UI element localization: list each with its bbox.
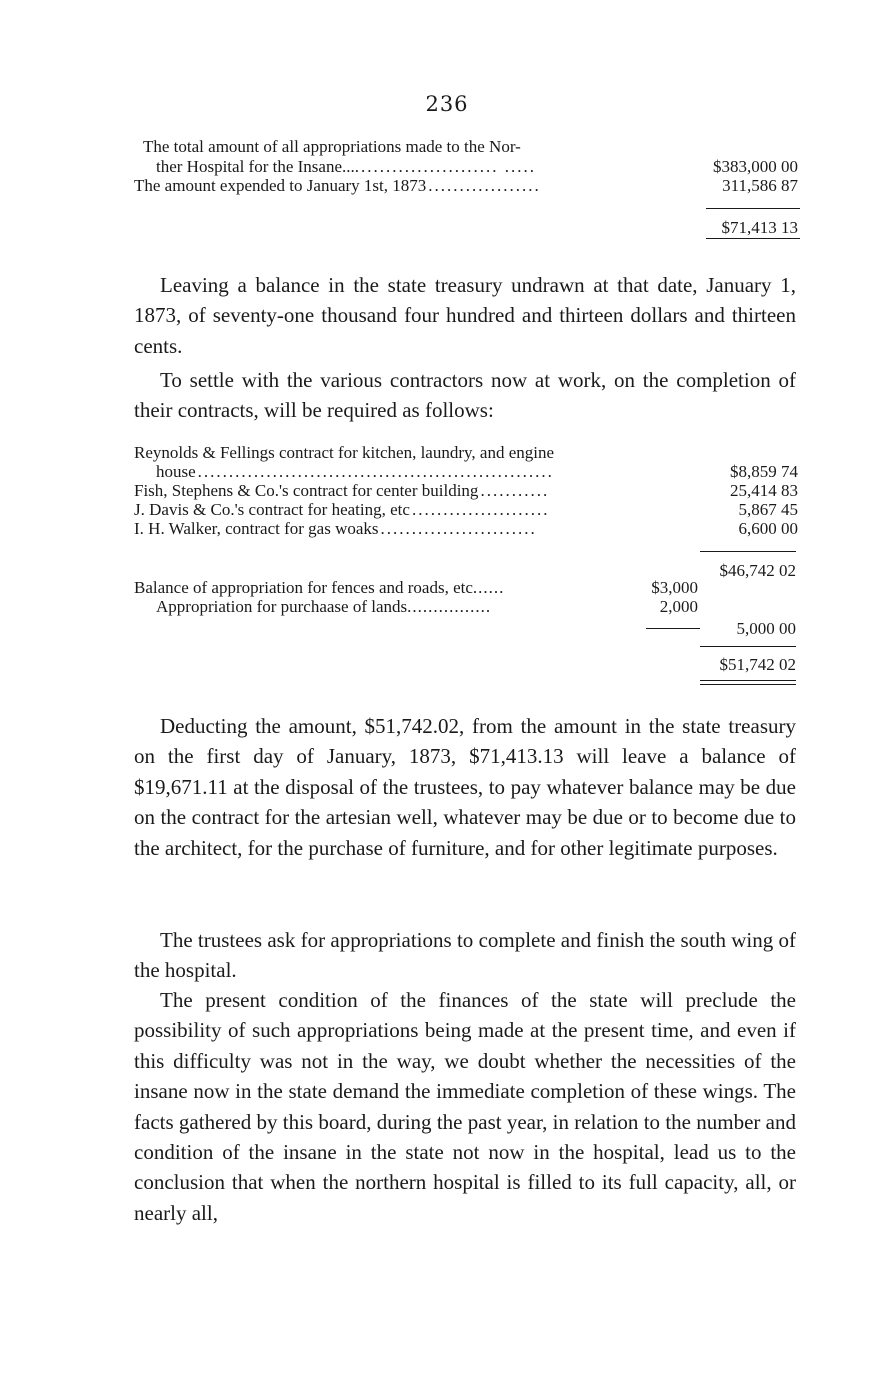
summary-balance-amount: $71,413 13 (721, 218, 798, 237)
sum-rule (700, 684, 796, 685)
contract-amount: 25,414 83 (730, 481, 798, 500)
sum-rule (700, 551, 796, 552)
sum-rule (700, 646, 796, 647)
contract-label: house (156, 462, 196, 481)
paragraph-balance: Leaving a balance in the state treasury undrawn at that date, January 1, 1873, of seventy-one thousand four hundred and thirteen dollars and thirteen cents. (134, 273, 796, 358)
contracts-subtotal: $46,742 02 (719, 561, 796, 580)
contract-label: Fish, Stephens & Co.'s contract for center building (134, 481, 479, 500)
sum-rule (706, 208, 800, 209)
leader-dots: ...... (472, 578, 505, 597)
paragraph-contractors: To settle with the various contractors now at work, on the completion of their contracts, will be required as follows: (134, 368, 796, 423)
summary-row-amount: 311,586 87 (722, 176, 798, 195)
contracts-grand-total: $51,742 02 (719, 655, 796, 674)
other-item-amount: $3,000 (651, 578, 698, 597)
sum-rule (706, 238, 800, 239)
paragraph-deducting: Deducting the amount, $51,742.02, from the amount in the state treasury on the first day of January, 1873, $71,413.13 will leave a balance of $19,671.11 at the disposal of the trustees, to pay whatever balance may be due on the contract for the artesian well, whatever may be due or to become due to the architect, for the purchase of furniture, and for other legitimate purposes. (134, 714, 796, 860)
other-item-row (156, 597, 698, 616)
summary-row-appropriations (134, 157, 798, 176)
leader-dots: ......................... (380, 519, 537, 538)
contract-intro-line: Reynolds & Fellings contract for kitchen, laundry, and engine (134, 443, 555, 462)
contract-row (134, 500, 798, 519)
contract-row (134, 462, 798, 481)
summary-row-expended (134, 176, 798, 195)
leader-dots: .................. (428, 176, 541, 195)
leader-dots: ........... (480, 481, 550, 500)
sum-rule (700, 680, 796, 681)
contract-amount: 6,600 00 (738, 519, 798, 538)
other-item-label: Appropriation for purchaase of lands (156, 597, 408, 616)
paragraph-trustees-ask: The trustees ask for appropriations to complete and finish the south wing of the hospital. (134, 928, 796, 983)
contract-label: I. H. Walker, contract for gas woaks (134, 519, 379, 538)
other-items-total: 5,000 00 (736, 619, 796, 638)
leader-dots: ...................... (411, 500, 550, 519)
contract-amount: 5,867 45 (738, 500, 798, 519)
leader-dots: ......................................................... (197, 462, 554, 481)
other-item-row (134, 578, 698, 597)
other-item-amount: 2,000 (659, 597, 698, 616)
contract-row (134, 481, 798, 500)
leader-dots: ...................... ..... (361, 157, 536, 176)
contract-amount: $8,859 74 (730, 462, 798, 481)
sum-rule (646, 628, 700, 629)
summary-row-label: ther Hospital for the Insane.... (156, 157, 359, 176)
contract-row (134, 519, 798, 538)
leader-dots: ................ (407, 597, 492, 616)
summary-line-1: The total amount of all appropriations made to the Nor- (143, 137, 521, 156)
contract-label: J. Davis & Co.'s contract for heating, etc (134, 500, 410, 519)
summary-row-amount: $383,000 00 (713, 157, 798, 176)
paragraph-finances: The present condition of the finances of the state will preclude the possibility of such appropriations being made at the present time, and even if this difficulty was not in the way, we doubt whether the necessities of the insane now in the state demand the immediate completion of these wings. The facts gathered by this board, during the past year, in relation to the number and condition of the insane in the state not now in the hospital, lead us to the conclusion that when the northern hospital is filled to its full capacity, all, or nearly all, (134, 988, 796, 1225)
summary-row-label: The amount expended to January 1st, 1873 (134, 176, 427, 195)
other-item-label: Balance of appropriation for fences and roads, etc (134, 578, 473, 597)
page-number: 236 (425, 92, 469, 116)
